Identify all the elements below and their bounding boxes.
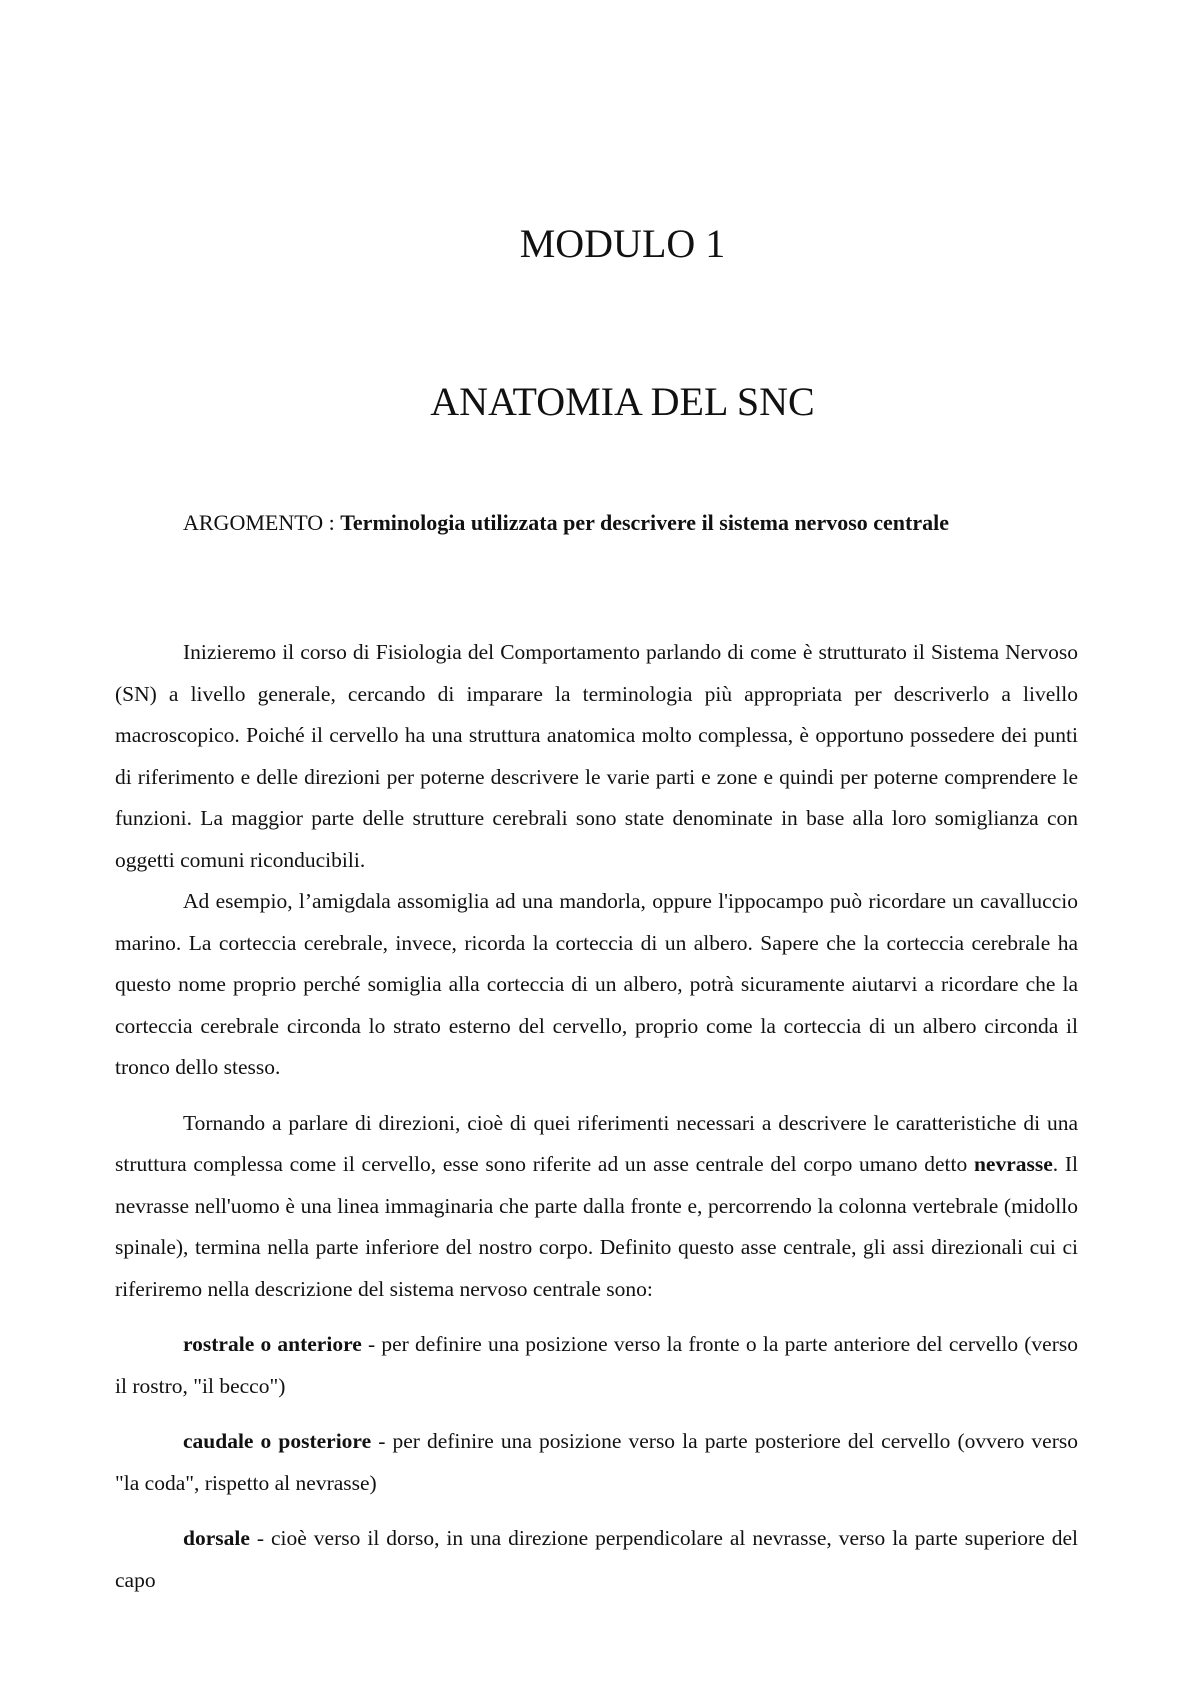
term-definition: - per definire una posizione verso la fronte o la parte anteriore del cervello (verso il rostro, "il becco") (115, 1332, 1078, 1398)
module-title: MODULO 1 (519, 221, 726, 266)
paragraph-intro: Inizieremo il corso di Fisiologia del Comportamento parlando di come è strutturato il Sistema Nervoso (SN) a livello generale, cercando di imparare la terminologia più appropriata per descriverlo a livello macroscopico. Poiché il cervello ha una struttura anatomica molto complessa, è opportuno possedere dei punti di riferimento e delle direzioni per poterne descrivere le varie parti e zone e quindi per poterne comprendere le funzioni. La maggior parte delle strutture cerebrali sono state denominate in base alla loro somiglianza con oggetti comuni riconducibili. (115, 640, 1078, 872)
term-caudale (115, 1421, 1078, 1504)
nevrasse-term: nevrasse (973, 1152, 1053, 1176)
topic-line (183, 508, 1083, 538)
paragraph-directions (115, 1103, 1078, 1311)
term-definition: - cioè verso il dorso, in una direzione perpendicolare al nevrasse, verso la parte superiore del capo (115, 1526, 1078, 1592)
topic-text: Terminologia utilizzata per descrivere il sistema nervoso centrale (340, 510, 950, 535)
term-label: caudale o posteriore (183, 1429, 372, 1453)
topic-label: ARGOMENTO : (183, 510, 341, 535)
paragraph-examples: Ad esempio, l’amigdala assomiglia ad una mandorla, oppure l'ippocampo può ricordare un cavalluccio marino. La corteccia cerebrale, invece, ricorda la corteccia di un albero. Sapere che la corteccia cerebrale ha questo nome proprio perché somiglia alla corteccia di un albero, potrà sicuramente aiutarvi a ricordare che la corteccia cerebrale circonda lo strato esterno del cervello, proprio come la corteccia di un albero circonda il tronco dello stesso. (115, 889, 1078, 1079)
term-rostrale (115, 1324, 1078, 1407)
term-label: rostrale o anteriore (183, 1332, 362, 1356)
paragraph-directions-part1: Tornando a parlare di direzioni, cioè di quei riferimenti necessari a descrivere le caratteristiche di una struttura complessa come il cervello, esse sono riferite ad un asse centrale del corpo umano detto (115, 1110, 1078, 1176)
term-dorsale (115, 1518, 1078, 1601)
section-title: ANATOMIA DEL SNC (430, 379, 815, 424)
paragraph-directions-part2: . Il nevrasse nell'uomo è una linea immaginaria che parte dalla fronte e, percorrendo la colonna vertebrale (midollo spinale), termina nella parte inferiore del nostro corpo. Definito questo asse centrale, gli assi direzionali cui ci riferiremo nella descrizione del sistema nervoso centrale sono: (115, 1152, 1078, 1301)
body-text (115, 632, 1078, 1601)
term-definition: - per definire una posizione verso la parte posteriore del cervello (ovvero verso "la coda", rispetto al nevrasse) (115, 1429, 1078, 1495)
term-label: dorsale (183, 1526, 250, 1550)
